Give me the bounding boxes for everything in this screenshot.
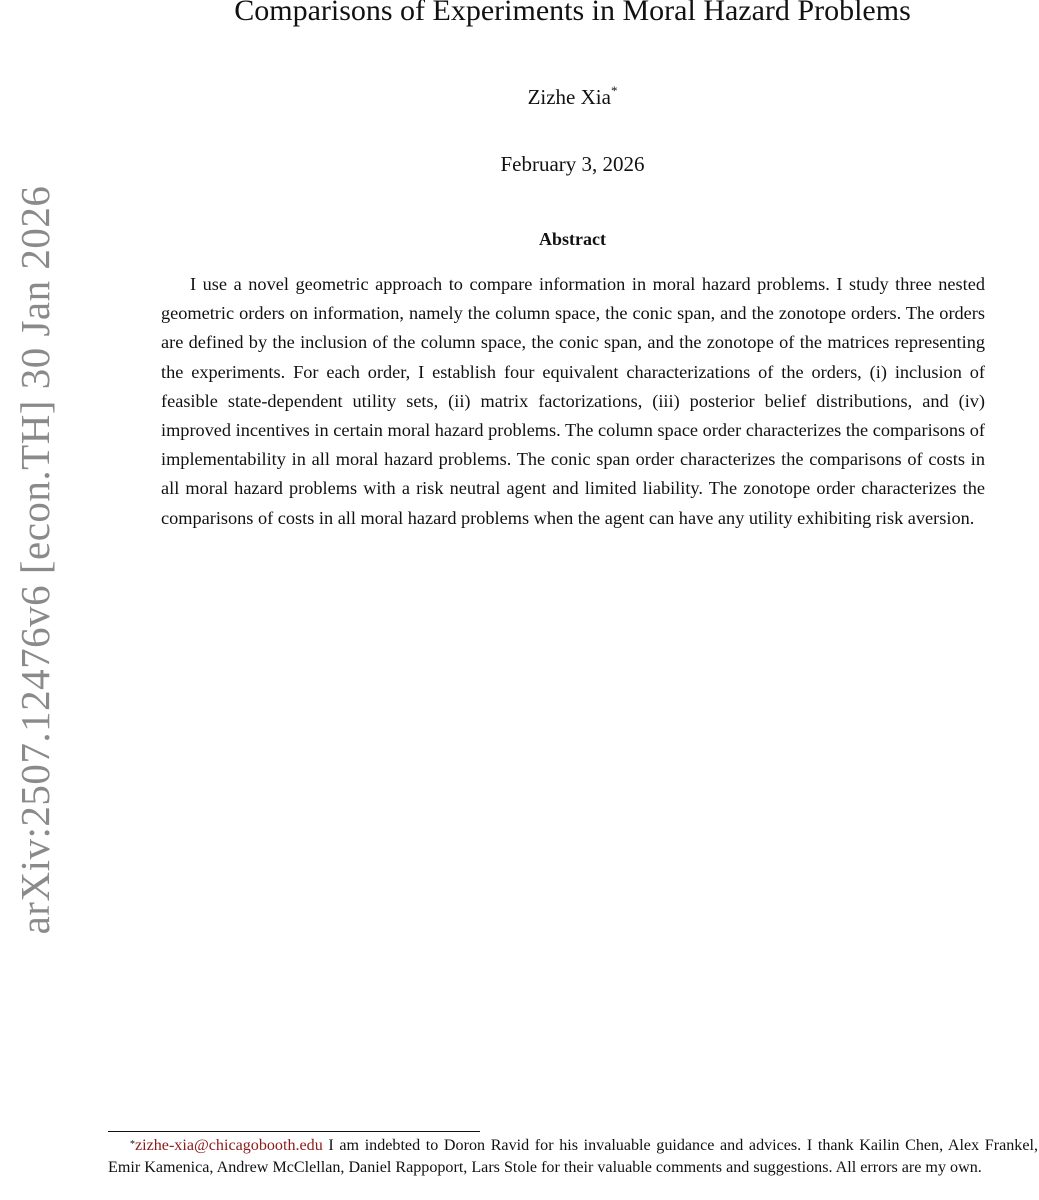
footnote (108, 1135, 1038, 1179)
footnote-text: I am indebted to Doron Ravid for his invaluable guidance and advices. I thank Kailin Chen, Alex Frankel, Emir Kamenica, Andrew McClellan, Daniel Rappoport, Lars Stole for their valuable comments and suggestions. All errors are my own. (108, 1137, 1038, 1176)
footnote-mark: * (130, 1139, 135, 1150)
footnote-divider (108, 1131, 480, 1132)
author-email-link[interactable]: zizhe-xia@chicagobooth.edu (135, 1137, 323, 1154)
arxiv-identifier-stamp: arXiv:2507.12476v6 [econ.TH] 30 Jan 2026 (12, 185, 58, 935)
abstract-heading: Abstract (539, 229, 606, 249)
paper-title: Comparisons of Experiments in Moral Hazard Problems (234, 0, 911, 27)
abstract-text: I use a novel geometric approach to compare information in moral hazard problems. I study three nested geometric orders on information, namely the column space, the conic span, and the zonotope orders. The orders are defined by the inclusion of the column space, the conic span, and the zonotope of the matrices representing the experiments. For each order, I establish four equivalent characterizations of the orders, (i) inclusion of feasible state-dependent utility sets, (ii) matrix factorizations, (iii) posterior belief distributions, and (iv) improved incentives in certain moral hazard problems. The column space order characterizes the comparisons of implementability in all moral hazard problems. The conic span order characterizes the comparisons of costs in all moral hazard problems with a risk neutral agent and limited liability. The zonotope order characterizes the comparisons of costs in all moral hazard problems when the agent can have any utility exhibiting risk aversion. (161, 274, 985, 528)
author-footnote-mark[interactable]: * (610, 83, 618, 98)
author-name: Zizhe Xia (527, 85, 611, 109)
author-line (0, 85, 1039, 110)
paper-date: February 3, 2026 (500, 152, 645, 176)
